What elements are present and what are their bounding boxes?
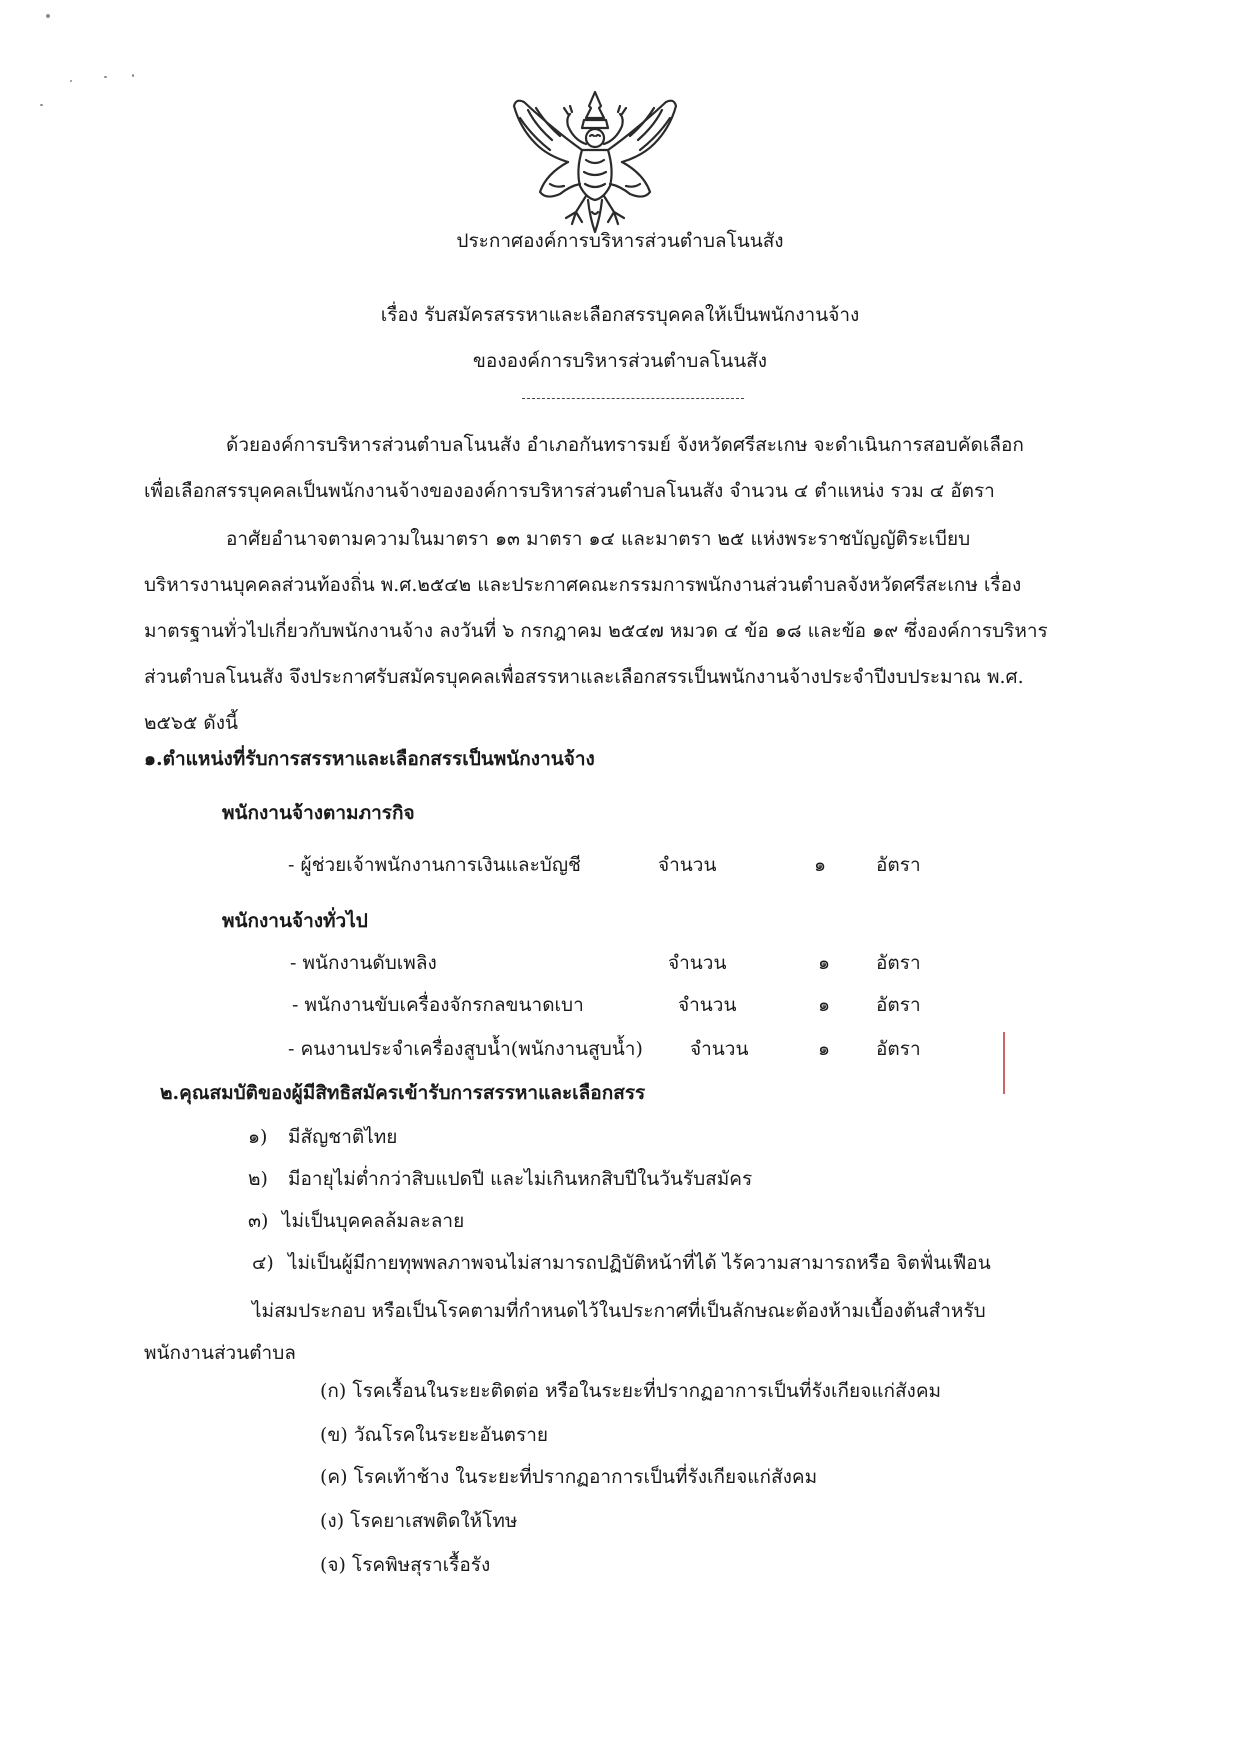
- position-count-label: จำนวน: [678, 994, 737, 1016]
- position-name: - คนงานประจำเครื่องสูบน้ำ(พนักงานสูบน้ำ): [288, 1038, 643, 1060]
- position-name: - ผู้ช่วยเจ้าพนักงานการเงินและบัญชี: [288, 854, 581, 876]
- position-count: ๑: [818, 994, 831, 1016]
- qualification-item4-continued: ไม่สมประกอบ หรือเป็นโรคตามที่กำหนดไว้ในประกาศที่เป็นลักษณะต้องห้ามเบื้องต้นสำหรับ: [252, 1300, 986, 1322]
- intro-p1-line2: เพื่อเลือกสรรบุคคลเป็นพนักงานจ้างขององค์การบริหารส่วนตำบลโนนสัง จำนวน ๔ ตำแหน่ง รวม ๔ อัตรา: [144, 480, 995, 502]
- red-pen-mark: [1003, 1032, 1005, 1094]
- qualification-number: ๔): [252, 1252, 274, 1274]
- section1-group2-title: พนักงานจ้างทั่วไป: [222, 910, 368, 932]
- intro-p2-line3: มาตรฐานทั่วไปเกี่ยวกับพนักงานจ้าง ลงวันที่ ๖ กรกฎาคม ๒๕๔๗ หมวด ๔ ข้อ ๑๘ และข้อ ๑๙ ซึ่งองค์การบริหาร: [144, 620, 1048, 642]
- intro-p2-line1: อาศัยอำนาจตามความในมาตรา ๑๓ มาตรา ๑๔ และมาตรา ๒๕ แห่งพระราชบัญญัติระเบียบ: [226, 528, 971, 550]
- position-unit: อัตรา: [876, 854, 921, 876]
- qualification-text: ไม่เป็นผู้มีกายทุพพลภาพจนไม่สามารถปฏิบัติหน้าที่ได้ ไร้ความสามารถหรือ จิตฟั่นเฟือน: [288, 1252, 991, 1274]
- qualification-text: มีสัญชาติไทย: [288, 1126, 398, 1148]
- qualification-number: ๑): [248, 1126, 268, 1148]
- position-unit: อัตรา: [876, 952, 921, 974]
- scan-speck: [132, 74, 134, 77]
- qualification-number: ๒): [248, 1168, 268, 1190]
- section2-heading: ๒.คุณสมบัติของผู้มีสิทธิสมัครเข้ารับการสรรหาและเลือกสรร: [160, 1082, 646, 1104]
- announcement-title: ประกาศองค์การบริหารส่วนตำบลโนนสัง: [456, 230, 784, 252]
- qualification-item4-continued-line2: พนักงานส่วนตำบล: [144, 1342, 296, 1364]
- garuda-emblem-icon: [506, 88, 684, 236]
- intro-p2-line2: บริหารงานบุคคลส่วนท้องถิ่น พ.ศ.๒๕๔๒ และประกาศคณะกรรมการพนักงานส่วนตำบลจังหวัดศรีสะเกษ เรื่อง: [144, 574, 1022, 596]
- section1-heading: ๑.ตำแหน่งที่รับการสรรหาและเลือกสรรเป็นพนักงานจ้าง: [144, 748, 595, 770]
- position-count: ๑: [818, 1038, 831, 1060]
- qualification-text: ไม่เป็นบุคคลล้มละลาย: [282, 1210, 465, 1232]
- announcement-subject: เรื่อง รับสมัครสรรหาและเลือกสรรบุคคลให้เป็นพนักงานจ้าง: [380, 304, 860, 326]
- position-count-label: จำนวน: [690, 1038, 749, 1060]
- scan-speck: [40, 104, 43, 106]
- disease-item: (ง) โรคยาเสพติดให้โทษ: [320, 1510, 518, 1532]
- qualification-text: มีอายุไม่ต่ำกว่าสิบแปดปี และไม่เกินหกสิบปีในวันรับสมัคร: [288, 1168, 753, 1190]
- position-count-label: จำนวน: [668, 952, 727, 974]
- announcement-subject-line2: ขององค์การบริหารส่วนตำบลโนนสัง: [472, 350, 768, 372]
- intro-p2-line5: ๒๕๖๕ ดังนี้: [144, 712, 238, 734]
- section1-group1-title: พนักงานจ้างตามภารกิจ: [222, 802, 415, 824]
- intro-p1-line1: ด้วยองค์การบริหารส่วนตำบลโนนสัง อำเภอกันทรารมย์ จังหวัดศรีสะเกษ จะดำเนินการสอบคัดเลือก: [226, 434, 1024, 456]
- header-divider: [522, 398, 744, 399]
- intro-p2-line4: ส่วนตำบลโนนสัง จึงประกาศรับสมัครบุคคลเพื่อสรรหาและเลือกสรรเป็นพนักงานจ้างประจำปีงบประมาณ พ.ศ.: [144, 666, 1024, 688]
- position-count: ๑: [814, 854, 827, 876]
- disease-item: (ข) วัณโรคในระยะอันตราย: [320, 1424, 549, 1446]
- disease-item: (จ) โรคพิษสุราเรื้อรัง: [320, 1554, 491, 1576]
- disease-item: (ค) โรคเท้าช้าง ในระยะที่ปรากฏอาการเป็นที่รังเกียจแก่สังคม: [320, 1466, 818, 1488]
- position-unit: อัตรา: [876, 994, 921, 1016]
- scan-speck: [46, 14, 50, 18]
- disease-item: (ก) โรคเรื้อนในระยะติดต่อ หรือในระยะที่ปรากฏอาการเป็นที่รังเกียจแก่สังคม: [320, 1380, 942, 1402]
- position-name: - พนักงานขับเครื่องจักรกลขนาดเบา: [292, 994, 584, 1016]
- position-count-label: จำนวน: [658, 854, 717, 876]
- position-name: - พนักงานดับเพลิง: [290, 952, 437, 974]
- position-count: ๑: [818, 952, 831, 974]
- scan-speck: [70, 80, 72, 82]
- qualification-number: ๓): [248, 1210, 269, 1232]
- scan-speck: [104, 76, 107, 78]
- position-unit: อัตรา: [876, 1038, 921, 1060]
